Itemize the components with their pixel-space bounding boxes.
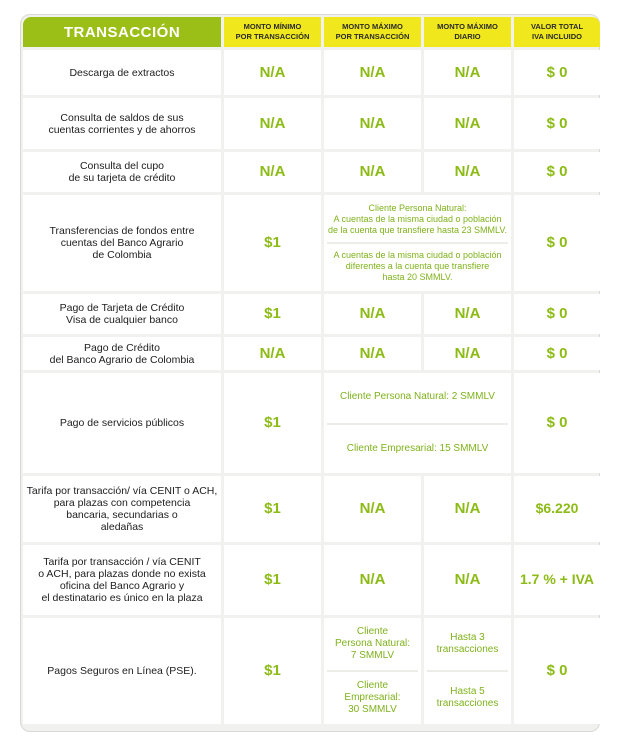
value-na: N/A [259,63,286,81]
header-monto-minimo-line2: POR TRANSACCIÓN [235,32,310,41]
value-price: $6.220 [535,500,579,516]
value-na: N/A [454,63,481,81]
row-description [23,195,221,291]
pse-diario-natural [427,632,508,672]
cell-max [324,98,421,149]
cell-max [324,545,421,615]
cell-max [324,294,421,334]
row-description [23,98,221,149]
table-row [23,618,600,724]
value-price: $1 [264,571,281,588]
pse-max-natural [327,626,418,672]
cell-max [324,50,421,95]
cell-valor [514,294,600,334]
desc-line: cuentas corrientes y de ahorros [48,123,196,136]
note-line: transacciones [436,644,499,655]
cell-min [224,294,321,334]
servicios-note-natural: Cliente Persona Natural: 2 SMMLV [327,391,508,425]
row-description [23,152,221,192]
desc-line: oficina del Banco Agrario y [59,580,185,592]
desc-line: Pago de Tarjeta de Crédito [59,302,185,314]
cell-valor [514,545,600,615]
row-description [23,373,221,473]
value-na: N/A [454,305,481,322]
note-line: hasta 20 SMMLV. [382,272,453,282]
pse-diario-empresarial [427,686,508,710]
header-monto-maximo [324,17,421,47]
desc-line: Pago de servicios públicos [59,417,185,429]
value-na: N/A [454,571,481,588]
desc-line: cuentas del Banco Agrario [60,237,184,249]
cell-min [224,545,321,615]
cell-max [324,152,421,192]
desc-line: bancaria, secundarias o [66,509,178,521]
value-price: $1 [264,662,281,679]
desc-line: el destinatario es único en la plaza [41,592,203,604]
value-na: N/A [359,305,386,322]
cell-min [224,373,321,473]
cell-min [224,152,321,192]
desc-line: para plazas con competencia [53,497,191,509]
value-price: $ 0 [546,163,568,180]
note-line: Hasta 3 [450,632,485,643]
pse-max-empresarial [327,680,418,716]
table-row [23,195,600,291]
value-price: $ 0 [546,414,568,431]
cell-pse-max [324,618,421,724]
table-row [23,337,600,370]
cell-diario [424,337,511,370]
desc-line: Tarifa por transacción/ vía CENIT o ACH, [26,485,218,497]
desc-line: del Banco Agrario de Colombia [49,353,195,366]
value-na: N/A [454,114,481,132]
table-row [23,294,600,334]
value-na: N/A [359,63,386,81]
note-line: 7 SMMLV [350,650,395,661]
table-row [23,50,600,95]
cell-valor [514,337,600,370]
row-description [23,337,221,370]
cell-min [224,618,321,724]
header-valor-total [514,17,600,47]
desc-line: Pagos Seguros en Línea (PSE). [47,665,197,677]
cell-min [224,98,321,149]
note-line: Cliente [356,626,389,637]
cell-diario [424,476,511,542]
desc-line: Consulta de saldos de sus [60,111,184,124]
cell-min [224,50,321,95]
desc-line: Transferencias de fondos entre [49,225,195,237]
note-line: A cuentas de la misma ciudad o población [333,214,502,224]
note-line: A cuentas de la misma ciudad o población [333,250,502,260]
table-row [23,545,600,615]
value-na: N/A [359,344,386,362]
value-price: $1 [264,500,281,517]
servicios-note-empresarial: Cliente Empresarial: 15 SMMLV [346,443,489,454]
note-line: Persona Natural: [334,638,411,649]
cell-valor [514,476,600,542]
cell-max [324,337,421,370]
header-diario-line2: DIARIO [454,32,481,41]
value-price: $ 0 [546,662,568,679]
cell-min [224,337,321,370]
row-description [23,50,221,95]
cell-valor [514,373,600,473]
value-price: $ 0 [546,344,568,362]
cell-diario [424,294,511,334]
value-price: $ 0 [546,114,568,132]
cell-min [224,195,321,291]
row-description [23,545,221,615]
desc-line: aledañas [100,521,144,533]
header-valor-line2: IVA INCLUIDO [532,32,582,41]
header-diario-line1: MONTO MÁXIMO [437,22,498,31]
cell-max [324,476,421,542]
cell-valor [514,618,600,724]
value-price: $1 [264,305,281,322]
cell-diario [424,50,511,95]
note-line: de la cuenta que transfiere hasta 23 SMMLV. [327,225,508,235]
value-na: N/A [454,163,481,180]
header-transaccion: TRANSACCIÓN [23,17,221,47]
header-monto-maximo-diario [424,17,511,47]
desc-line: Tarifa por transacción / vía CENIT [43,556,201,568]
cell-min [224,476,321,542]
note-line: Empresarial: [344,692,401,703]
cell-valor [514,195,600,291]
value-price: $ 0 [546,234,568,251]
table-row [23,98,600,149]
note-line: Cliente [356,680,389,691]
note-line: Hasta 5 [450,686,485,697]
header-monto-maximo-line1: MONTO MÁXIMO [342,22,403,31]
value-na: N/A [454,344,481,362]
value-na: N/A [259,114,286,132]
desc-line: Consulta del cupo [79,160,165,172]
value-price: $ 0 [546,305,568,322]
desc-line: de su tarjeta de crédito [68,172,176,184]
cell-valor [514,152,600,192]
value-price: $1 [264,234,281,251]
header-monto-minimo-line1: MONTO MÍNIMO [243,22,302,31]
cell-pse-diario [424,618,511,724]
note-line: transacciones [436,698,499,709]
desc-line: Visa de cualquier banco [66,314,178,326]
note-line: diferentes a la cuenta que transfiere [345,261,490,271]
cell-diario [424,545,511,615]
cell-valor [514,50,600,95]
value-na: N/A [359,114,386,132]
cell-valor [514,98,600,149]
desc-line: Descarga de extractos [69,66,175,79]
value-na: N/A [359,500,386,517]
cell-diario [424,98,511,149]
header-monto-minimo [224,17,321,47]
cell-diario [424,152,511,192]
tarifas-table [20,14,603,727]
value-price: 1.7 % + IVA [519,571,595,587]
table-row [23,373,600,473]
cell-transfer-limits [324,195,511,291]
desc-line: o ACH, para plazas donde no exista [38,568,206,580]
table-row [23,152,600,192]
value-na: N/A [259,163,286,180]
row-description [23,618,221,724]
header-row [23,17,600,47]
value-price: $ 0 [546,63,568,81]
value-na: N/A [359,163,386,180]
header-monto-maximo-line2: POR TRANSACCIÓN [335,32,410,41]
desc-line: Pago de Crédito [84,341,160,354]
row-description [23,476,221,542]
note-line: 30 SMMLV [348,704,397,715]
cell-servicios-limits [324,373,511,473]
row-description [23,294,221,334]
table-row [23,476,600,542]
value-na: N/A [454,500,481,517]
header-valor-line1: VALOR TOTAL [530,22,584,31]
transfer-note-other-city [327,250,508,283]
value-na: N/A [359,571,386,588]
value-na: N/A [259,344,286,362]
transfer-note-same-city [327,203,508,244]
value-price: $1 [264,414,281,431]
desc-line: de Colombia [92,249,152,261]
note-line: Cliente Persona Natural: [368,203,467,213]
